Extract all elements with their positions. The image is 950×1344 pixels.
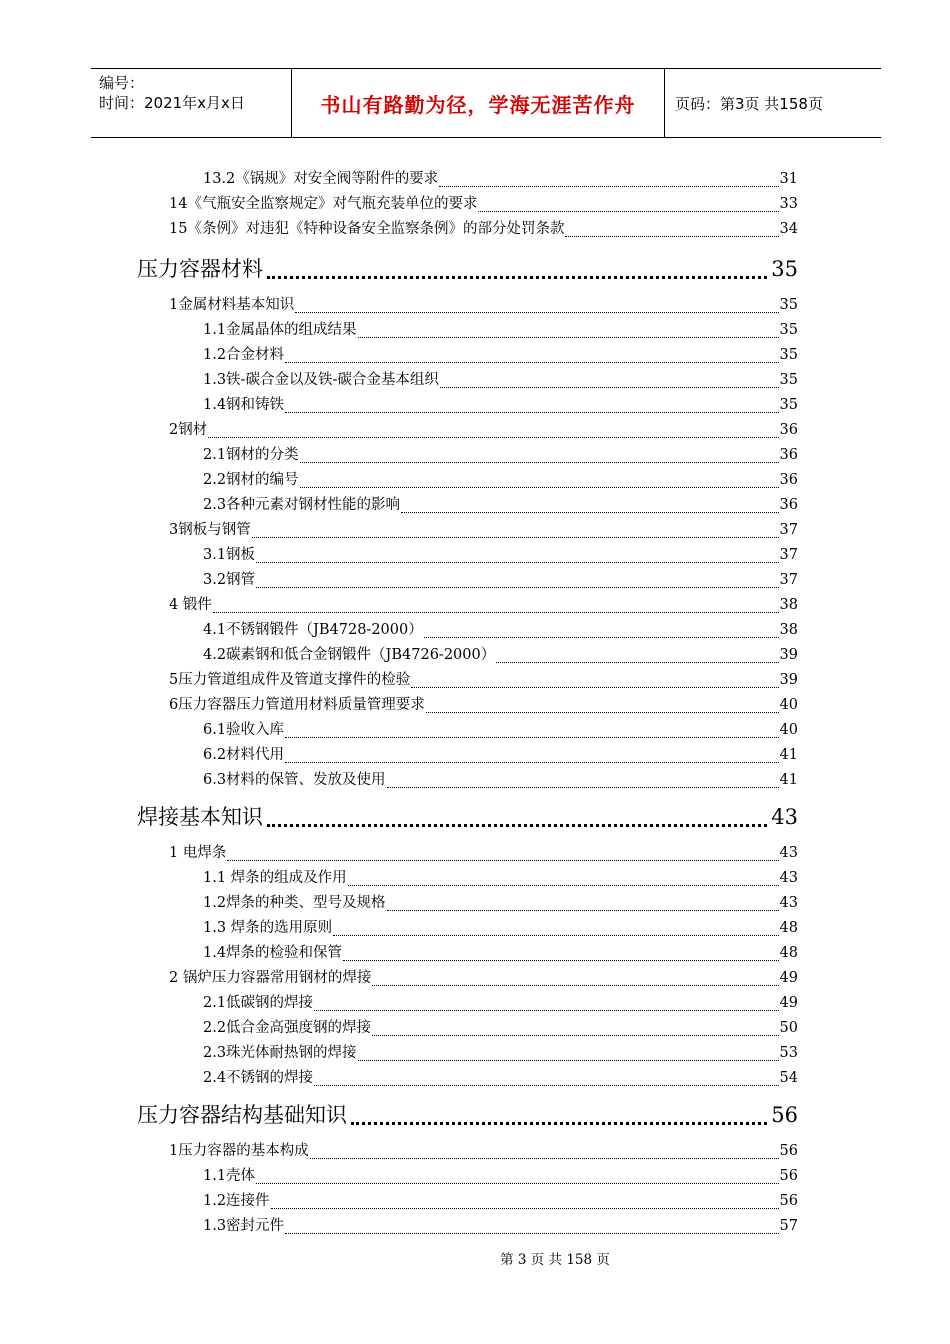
toc-entry-page: 49 xyxy=(779,995,798,1011)
toc-entry-title: 1.2合金材料 xyxy=(203,347,285,363)
toc-entry-page: 48 xyxy=(779,920,798,936)
toc-entry-page: 43 xyxy=(779,870,798,886)
toc-dot-leader xyxy=(348,885,779,886)
header-meta xyxy=(91,69,292,137)
toc-entry-title: 1.3 焊条的选用原则 xyxy=(203,920,333,936)
toc-entry-title: 6.1验收入库 xyxy=(203,722,285,738)
toc-entry[interactable] xyxy=(203,867,798,889)
toc-entry[interactable] xyxy=(203,1215,798,1237)
toc-entry-page: 34 xyxy=(779,221,798,237)
toc-entry-page: 37 xyxy=(779,547,798,563)
toc-entry-title: 压力容器材料 xyxy=(137,257,263,281)
toc-dot-leader xyxy=(426,712,779,713)
toc-entry-page: 43 xyxy=(779,845,798,861)
toc-entry[interactable] xyxy=(169,967,798,989)
toc-dot-leader xyxy=(343,960,778,961)
toc-entry-page: 36 xyxy=(779,472,798,488)
document-number-label: 编号： xyxy=(99,74,145,92)
toc-entry-page: 40 xyxy=(779,722,798,738)
toc-entry-title: 1压力容器的基本构成 xyxy=(169,1143,309,1159)
toc-entry[interactable] xyxy=(169,294,798,316)
toc-dot-leader xyxy=(439,186,778,187)
toc-entry-page: 31 xyxy=(779,171,798,187)
toc-dot-leader xyxy=(310,1158,779,1159)
toc-entry-title: 1.2连接件 xyxy=(203,1193,270,1209)
toc-entry[interactable] xyxy=(203,544,798,566)
toc-entry[interactable] xyxy=(169,519,798,541)
toc-section-heading[interactable] xyxy=(137,254,798,284)
toc-entry[interactable] xyxy=(203,1042,798,1064)
toc-dot-leader xyxy=(285,737,778,738)
toc-entry-page: 56 xyxy=(779,1143,798,1159)
toc-entry[interactable] xyxy=(203,444,798,466)
toc-entry-page: 53 xyxy=(779,1045,798,1061)
toc-entry[interactable] xyxy=(203,369,798,391)
toc-dot-leader xyxy=(372,985,778,986)
toc-dot-leader xyxy=(300,462,779,463)
toc-entry[interactable] xyxy=(169,842,798,864)
toc-entry[interactable] xyxy=(203,1165,798,1187)
toc-dot-leader xyxy=(351,1122,767,1125)
toc-entry[interactable] xyxy=(169,218,798,240)
toc-entry[interactable] xyxy=(169,694,798,716)
toc-dot-leader xyxy=(285,412,778,413)
toc-entry-title: 13.2《锅规》对安全阀等附件的要求 xyxy=(203,171,439,187)
page-header xyxy=(91,68,881,138)
toc-entry[interactable] xyxy=(203,917,798,939)
toc-entry-page: 36 xyxy=(779,422,798,438)
toc-entry-title: 6压力容器压力管道用材料质量管理要求 xyxy=(169,697,425,713)
toc-dot-leader xyxy=(213,612,779,613)
toc-entry[interactable] xyxy=(169,1140,798,1162)
toc-dot-leader xyxy=(256,562,778,563)
toc-entry-page: 40 xyxy=(779,697,798,713)
toc-entry-page: 48 xyxy=(779,945,798,961)
toc-dot-leader xyxy=(478,211,778,212)
toc-entry-page: 35 xyxy=(779,397,798,413)
toc-entry-title: 3钢板与钢管 xyxy=(169,522,251,538)
toc-entry-title: 4.2碳素钢和低合金钢锻件（JB4726-2000） xyxy=(203,647,496,663)
toc-entry-title: 1.4钢和铸铁 xyxy=(203,397,285,413)
toc-entry-page: 38 xyxy=(779,622,798,638)
toc-dot-leader xyxy=(227,860,778,861)
toc-entry[interactable] xyxy=(203,494,798,516)
toc-entry[interactable] xyxy=(203,168,798,190)
toc-entry-title: 2.3珠光体耐热钢的焊接 xyxy=(203,1045,357,1061)
toc-dot-leader xyxy=(314,1010,778,1011)
toc-entry-title: 1.2焊条的种类、型号及规格 xyxy=(203,895,386,911)
toc-entry-title: 1.1壳体 xyxy=(203,1168,256,1184)
toc-entry-title: 2.2低合金高强度钢的焊接 xyxy=(203,1020,372,1036)
toc-entry-title: 2.4不锈钢的焊接 xyxy=(203,1070,314,1086)
toc-entry-title: 压力容器结构基础知识 xyxy=(137,1103,347,1127)
toc-entry[interactable] xyxy=(169,193,798,215)
toc-entry[interactable] xyxy=(203,569,798,591)
toc-entry[interactable] xyxy=(203,1190,798,1212)
document-time-label: 时间：2021年x月x日 xyxy=(99,94,245,112)
toc-section-heading[interactable] xyxy=(137,802,798,832)
toc-dot-leader xyxy=(387,910,779,911)
toc-entry-title: 4.1不锈钢锻件（JB4728-2000） xyxy=(203,622,423,638)
toc-entry-title: 6.3材料的保管、发放及使用 xyxy=(203,772,386,788)
toc-entry[interactable] xyxy=(169,594,798,616)
toc-entry[interactable] xyxy=(203,1017,798,1039)
toc-entry-title: 2.3各种元素对钢材性能的影响 xyxy=(203,497,401,513)
toc-entry-title: 1.1金属晶体的组成结果 xyxy=(203,322,357,338)
toc-entry-page: 35 xyxy=(779,297,798,313)
toc-section-heading[interactable] xyxy=(137,1100,798,1130)
header-motto-cell xyxy=(292,69,665,137)
toc-entry-page: 35 xyxy=(779,322,798,338)
header-motto: 书山有路勤为径，学海无涯苦作舟 xyxy=(320,92,636,117)
toc-entry-title: 4 锻件 xyxy=(169,597,212,613)
toc-entry[interactable] xyxy=(203,1067,798,1089)
toc-dot-leader xyxy=(256,1183,778,1184)
toc-entry[interactable] xyxy=(203,892,798,914)
toc-entry-page: 43 xyxy=(771,805,798,829)
toc-dot-leader xyxy=(333,935,778,936)
toc-entry[interactable] xyxy=(203,744,798,766)
toc-entry-title: 1.1 焊条的组成及作用 xyxy=(203,870,347,886)
toc-entry[interactable] xyxy=(203,644,798,666)
toc-dot-leader xyxy=(387,787,779,788)
toc-dot-leader xyxy=(285,362,778,363)
toc-dot-leader xyxy=(285,1233,778,1234)
header-page-cell xyxy=(665,69,881,137)
toc-entry-title: 焊接基本知识 xyxy=(137,805,263,829)
toc-entry-page: 33 xyxy=(779,196,798,212)
toc-entry-title: 5压力管道组成件及管道支撑件的检验 xyxy=(169,672,411,688)
toc-entry-page: 39 xyxy=(779,672,798,688)
toc-dot-leader xyxy=(411,687,778,688)
toc-entry-title: 15《条例》对违犯《特种设备安全监察条例》的部分处罚条款 xyxy=(169,221,565,237)
toc-dot-leader xyxy=(300,487,779,488)
toc-dot-leader xyxy=(295,312,778,313)
toc-entry-page: 57 xyxy=(779,1218,798,1234)
toc-dot-leader xyxy=(565,236,778,237)
toc-entry-page: 39 xyxy=(779,647,798,663)
toc-entry-title: 6.2材料代用 xyxy=(203,747,285,763)
toc-entry-title: 1.3密封元件 xyxy=(203,1218,285,1234)
toc-entry-page: 37 xyxy=(779,522,798,538)
toc-entry[interactable] xyxy=(203,942,798,964)
toc-entry-page: 36 xyxy=(779,497,798,513)
toc-dot-leader xyxy=(267,276,767,279)
page-footer: 第 3 页 共 158 页 xyxy=(500,1252,610,1268)
toc-dot-leader xyxy=(285,762,778,763)
toc-entry-page: 49 xyxy=(779,970,798,986)
toc-entry-title: 2.1钢材的分类 xyxy=(203,447,299,463)
toc-dot-leader xyxy=(440,387,779,388)
toc-entry-title: 1.3铁-碳合金以及铁-碳合金基本组织 xyxy=(203,372,439,388)
toc-dot-leader xyxy=(208,437,778,438)
toc-entry-title: 2钢材 xyxy=(169,422,208,438)
toc-entry-title: 3.1钢板 xyxy=(203,547,256,563)
toc-dot-leader xyxy=(372,1035,778,1036)
toc-entry-title: 1 电焊条 xyxy=(169,845,227,861)
toc-entry-page: 35 xyxy=(771,257,798,281)
toc-dot-leader xyxy=(314,1085,778,1086)
toc-entry[interactable] xyxy=(169,669,798,691)
toc-entry[interactable] xyxy=(203,319,798,341)
toc-entry-page: 54 xyxy=(779,1070,798,1086)
toc-entry-page: 36 xyxy=(779,447,798,463)
toc-entry-page: 41 xyxy=(779,772,798,788)
toc-entry[interactable] xyxy=(169,419,798,441)
toc-entry-page: 35 xyxy=(779,372,798,388)
toc-entry-page: 41 xyxy=(779,747,798,763)
toc-dot-leader xyxy=(271,1208,779,1209)
toc-entry-page: 43 xyxy=(779,895,798,911)
header-page-info: 页码：第3页 共158页 xyxy=(675,94,823,113)
toc-entry-title: 2 锅炉压力容器常用钢材的焊接 xyxy=(169,970,372,986)
toc-entry[interactable] xyxy=(203,619,798,641)
toc-dot-leader xyxy=(256,587,778,588)
toc-dot-leader xyxy=(358,337,779,338)
toc-entry-page: 56 xyxy=(771,1103,798,1127)
toc-dot-leader xyxy=(496,662,778,663)
toc-entry[interactable] xyxy=(203,769,798,791)
toc-entry[interactable] xyxy=(203,344,798,366)
toc-dot-leader xyxy=(424,637,779,638)
toc-entry-title: 1.4焊条的检验和保管 xyxy=(203,945,343,961)
toc-entry-title: 14《气瓶安全监察规定》对气瓶充装单位的要求 xyxy=(169,196,478,212)
toc-entry-page: 50 xyxy=(779,1020,798,1036)
toc-entry-page: 38 xyxy=(779,597,798,613)
toc-entry-page: 56 xyxy=(779,1193,798,1209)
toc-entry[interactable] xyxy=(203,394,798,416)
toc-dot-leader xyxy=(401,512,778,513)
toc-entry-page: 35 xyxy=(779,347,798,363)
toc-dot-leader xyxy=(267,824,767,827)
toc-entry-title: 1金属材料基本知识 xyxy=(169,297,295,313)
toc-entry[interactable] xyxy=(203,469,798,491)
toc-entry-page: 56 xyxy=(779,1168,798,1184)
toc-entry-title: 2.1低碳钢的焊接 xyxy=(203,995,314,1011)
toc-entry[interactable] xyxy=(203,719,798,741)
toc-entry-title: 2.2钢材的编号 xyxy=(203,472,299,488)
toc-entry-title: 3.2钢管 xyxy=(203,572,256,588)
toc-dot-leader xyxy=(252,537,779,538)
toc-dot-leader xyxy=(358,1060,779,1061)
toc-entry-page: 37 xyxy=(779,572,798,588)
toc-entry[interactable] xyxy=(203,992,798,1014)
